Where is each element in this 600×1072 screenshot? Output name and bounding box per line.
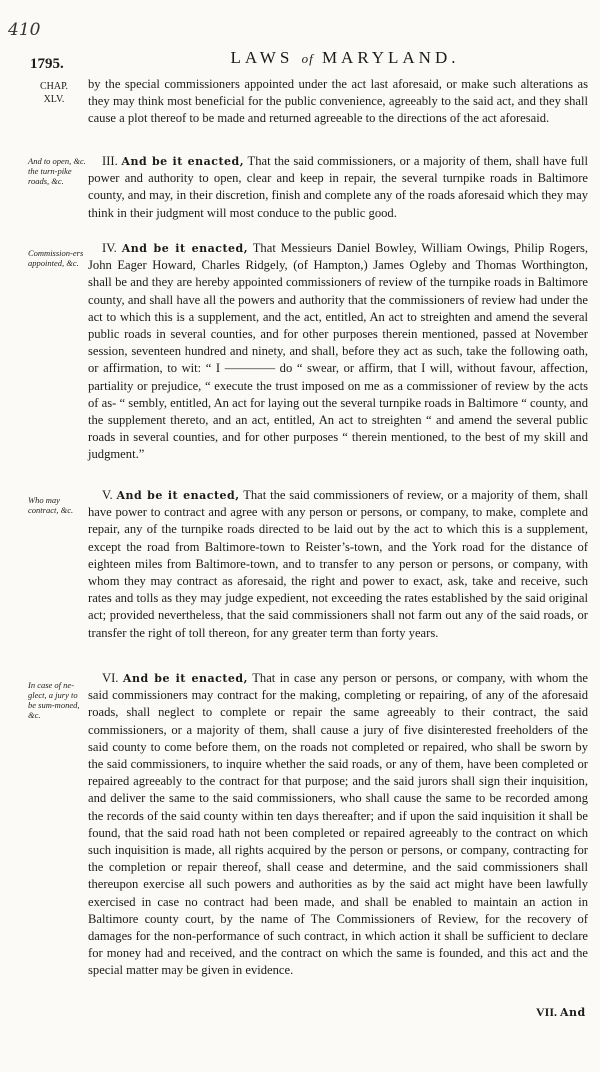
section-6-enacting-clause: And be it enacted,	[122, 672, 248, 685]
running-head-state: MARYLAND.	[321, 48, 460, 67]
catchword	[536, 1005, 586, 1020]
section-5	[88, 487, 588, 642]
section-6-number: VI.	[102, 671, 119, 685]
catchword-text: And	[560, 1006, 586, 1019]
section-6	[88, 670, 588, 980]
section-2-tail: by the special commissioners appointed under the act last aforesaid, or make such alterations as they may think most beneficial for the public convenience, agreeably to the said act, and they shall cause a plot thereof to be made and returned agreeable to the directions of the act aforesaid.	[88, 77, 588, 126]
chapter-marker	[30, 80, 78, 106]
section-4-number: IV.	[102, 241, 117, 255]
section-5-enacting-clause: And be it enacted,	[116, 489, 240, 502]
year-marker: 1795.	[30, 56, 64, 72]
page-number: 410	[8, 20, 41, 40]
chapter-label: CHAP.	[39, 81, 69, 92]
section-3-number: III.	[102, 154, 118, 168]
section-6-text: That in case any person or persons, or company, with whom the said commissioners may contract for the making, completing or repairing, of any of the aforesaid roads, shall neglect to complete or repair the same agreeably to their contract, the said commissioners, or a majority of them, shall cause a jury of five disinterested freeholders of the said county to come before them, on the roads not completed or repaired, who shall be sworn by the said commissioners, to inquire whether the said roads, or any of them, have been completed or repaired agreeably to the contract for that purpose; and the said jurors shall sign their inquisition, and deliver the same to the said commissioners, who shall cause the same to be recorded among the records of the said county within ten days thereafter; and if upon the said inquisition it shall be found, that the said road hath not been completed or repaired agreeably to the contract on which such inquisition is made, all rights acquired by the person or persons, or company, contracting for the completion or repair thereof, shall cease and determine, and the said commissioners shall thereupon exercise all such powers and authorities as by the said act might have been lawfully exercised in case no contract had been made, and shall be enabled to maintain an action in Baltimore county court, by the name of The Commissioners of Review, for the recovery of damages for the non-performance of such contract, in which action it shall be sufficient to declare for money had and received, and the contract on which the same is founded, and this act and the special matter may be given in evidence.	[88, 671, 588, 978]
catchword-number: VII.	[536, 1005, 558, 1019]
section-4	[88, 240, 588, 464]
margin-note-section-3: And to open, &c. the turn-pike roads, &c.	[28, 156, 86, 186]
running-head-of: of	[301, 51, 314, 66]
section-3	[88, 153, 588, 222]
section-5-text: That the said commissioners of review, or a majority of them, shall have power to contract and agree with any person or persons, or company, to make, complete and repair, any of the turnpike roads directed to be laid out by the act to which this is a supplement, except the road from Baltimore-town to Reister’s-town, and the York road for the distance of eighteen miles from Baltimore-town, and to transfer to any person or persons, or company, with whom they may contract as aforesaid, the right and power to exact, ask, take and receive, such rates and tolls as they may judge expedient, not exceeding the rates established by the said original act; provided nevertheless, that the said commissioners shall not farm out any of the said roads, or transfer the right of toll thereon, for any greater term than forty years.	[88, 488, 589, 640]
section-5-number: V.	[102, 488, 113, 502]
running-head-laws: LAWS	[230, 48, 294, 67]
running-head	[150, 48, 540, 68]
chapter-number: XLV.	[43, 94, 65, 105]
margin-note-section-6: In case of ne-glect, a jury to be sum-moned, &c.	[28, 680, 80, 720]
section-4-text: That Messieurs Daniel Bowley, William Owings, Philip Rogers, John Eager Howard, Charles Ridgely, (of Hampton,) James Ogleby and Thomas Worthington, shall be and they are hereby appointed commissioners of review of the turnpike roads in Baltimore county, and shall have all the powers and authority that the commissioners of review had under the act to which this is a supplement, and the act, entitled, An act to streighten and amend the several public roads in several counties, and for other purposes therein mentioned, passed at November session, seventeen hundred and ninety, and shall, before they act as such, take the following oath, or affirmation, to wit: “ I ———— do “ swear, or affirm, that I will, without favour, affection, partiality or prejudice, “ execute the trust imposed on me as a commissioner of review by the acts of as- “ sembly, entitled, An act for laying out the several turnpike roads in Baltimore “ county, and the supplement thereto, and an act, entitled, An act to streighten “ and amend the several public roads in several counties, and for other purposes “ therein mentioned, to the best of my skill and judgment.”	[88, 241, 589, 462]
section-3-enacting-clause: And be it enacted,	[121, 155, 245, 168]
margin-note-section-4: Commission-ers appointed, &c.	[28, 248, 84, 268]
section-4-enacting-clause: And be it enacted,	[121, 242, 249, 255]
margin-note-section-5: Who may contract, &c.	[28, 495, 74, 515]
section-3-text: That the said commissioners, or a majority of them, shall have full power and authority to open, clear and keep in repair, the several turnpike roads in Baltimore county, and may, in their discretion, finish and complete any of the roads aforesaid which they may think in their judgment will most conduce to the public good.	[88, 154, 588, 220]
